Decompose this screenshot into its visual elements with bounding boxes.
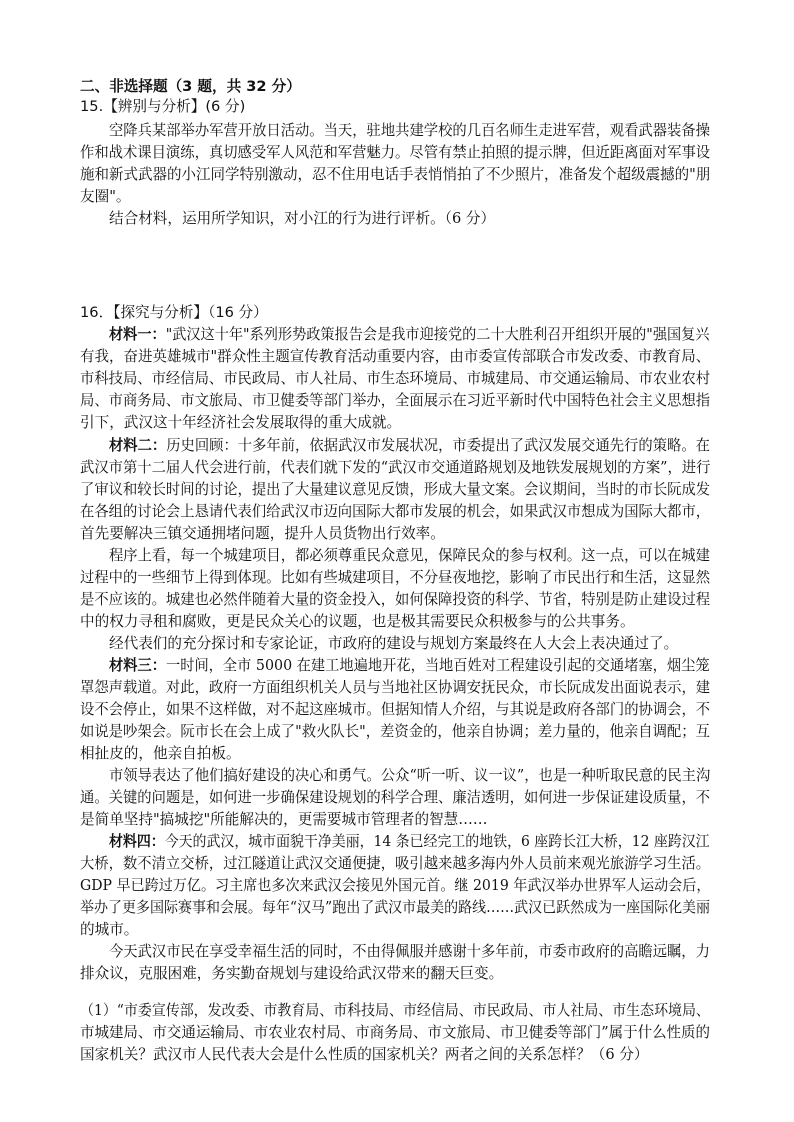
material-3-line: 如说是吵架会。阮市长在会上成了"救火队长"，差资金的，他亲自协调；差力量的，他亲自调配；互 [80,723,710,740]
material-4-label: 材料四： [109,833,165,850]
material-3-label: 材料三： [109,657,166,674]
material-4-first-line: 材料四：今天的武汉，城市面貌干净美丽，14 条已经完工的地铁，6 座跨长江大桥，12 座跨汉江 [109,833,710,850]
material-2-line: 首先要解决三镇交通拥堵问题，提升人员货物出行效率。 [80,525,445,542]
material-2-line: 过程中的一些细节上得到体现。比如有些城建项目，不分昼夜地挖，影响了市民出行和生活，这显然 [80,569,711,586]
q15-heading: 15.【辨别与分析】(6 分) [80,98,246,115]
material-2-label: 材料二： [109,437,167,454]
material-3-first-line: 材料三：一时间，全市 5000 在建工地遍地开花，当地百姓对工程建设引起的交通堵塞，烟尘笼 [109,657,710,674]
material-2-line: 是不应该的。城建也必然伴随着大量的资金投入，如何保障投资的科学、节省，特别是防止建设过程 [80,591,711,608]
material-3-line: 设不会停止，如果不这样做，对不起这座城市。但据知情人介绍，与其说是政府各部门的协调会，不 [80,701,711,718]
sub-question-1-line: 国家机关？武汉市人民代表大会是什么性质的国家机关？两者之间的关系怎样？（6 分） [80,1046,649,1063]
q16-heading: 16．【探究与分析】（16 分） [80,304,268,321]
material-3-line: 是简单坚持"搞城挖"所能解决的，更需要城市管理者的智慧…… [80,811,488,828]
q15-line: 施和新式武器的小江同学特别激动，忍不住用电话手表悄悄拍了不少照片，准备发个超级震撼的"朋 [80,166,711,183]
q15-line: 作和战术课目演练，真切感受军人风范和军营魅力。尽管有禁止拍照的提示牌，但近距离面对军事设 [80,144,711,161]
material-2-line: 经代表们的充分探讨和专家论证，市政府的建设与规划方案最终在人大会上表决通过了。 [109,635,679,652]
material-4-line: 举办了更多国际赛事和会展。每年“汉马”跑出了武汉市最美的路线……武汉已跃然成为一座国际化美丽 [80,899,711,916]
material-1-line: 引下，武汉这十年经济社会发展取得的重大成就。 [80,414,402,431]
sub-question-1-line: 市城建局、市交通运输局、市农业农村局、市商务局、市文旅局、市卫健委等部门”属于什么性质的 [80,1024,710,1041]
section-heading: 二、非选择题（3 题，共 32 分） [80,78,301,95]
material-1-first-line: 材料一："武汉这十年"系列形势政策报告会是我市迎接党的二十大胜利召开组织开展的"强国复兴 [109,326,710,343]
material-2-line: 中的权力寻租和腐败，更是民众关心的议题，也是极其需要民众积极参与的公共事务。 [80,613,635,630]
material-2-line: 程序上看，每一个城建项目，都必须尊重民众意见，保障民众的参与权利。这一点，可以在城建 [109,547,710,564]
material-4-line: 的城市。 [80,921,139,938]
material-1-line: 市科技局、市经信局、市民政局、市人社局、市生态环境局、市城建局、市交通运输局、市农业农村 [80,370,711,387]
material-4-line: 今天武汉市民在享受幸福生活的同时，不由得佩服并感谢十多年前，市委市政府的高瞻远瞩，力 [109,943,710,960]
material-1-line: 局、市商务局、市文旅局、市卫健委等部门举办，全面展示在习近平新时代中国特色社会主义思想指 [80,392,711,409]
q15-line: 空降兵某部举办军营开放日活动。当天，驻地共建学校的几百名师生走进军营，观看武器装备操 [109,122,710,139]
material-4-line: 大桥，数不清立交桥，过江隧道让武汉交通便捷，吸引越来越多海内外人员前来观光旅游学习生活。 [80,855,711,872]
material-2-first-line: 材料二：历史回顾：十多年前，依据武汉市发展状况，市委提出了武汉发展交通先行的策略。在 [109,437,710,454]
material-2-line: 了审议和较长时间的讨论，提出了大量建议意见反馈，形成大量文案。会议期间，当时的市长阮成发 [80,481,711,498]
material-3-line: 市领导表达了他们搞好建设的决心和勇气。公众“听一听、议一议”，也是一种听取民意的民主沟 [109,767,711,784]
material-3-line: 罩怨声载道。对此，政府一方面组织机关人员与当地社区协调安抚民众，市长阮成发出面说表示，建 [80,679,711,696]
sub-question-1-line: （1）“市委宣传部，发改委、市教育局、市科技局、市经信局、市民政局、市人社局、市生态环境局、 [80,1002,710,1019]
q15-line: 友圈"。 [80,188,131,205]
material-4-line: 排众议，克服困难，务实勤奋规划与建设给武汉带来的翻天巨变。 [80,965,504,982]
material-3-line: 通。关键的问题是，如何进一步确保建设规划的科学合理、廉洁透明，如何进一步保证建设质量，不 [80,789,711,806]
material-3-line: 相扯皮的，他亲自拍板。 [80,745,241,762]
material-2-line: 武汉市第十二届人代会进行前，代表们就下发的“武汉市交通道路规划及地铁发展规划的方案”，进行 [80,459,711,476]
q15-prompt: 结合材料，运用所学知识，对小江的行为进行评析。（6 分） [109,210,496,227]
material-2-line: 在各组的讨论会上恳请代表们给武汉市迈向国际大都市发展的机会，如果武汉市想成为国际大都市， [80,503,711,520]
material-1-label: 材料一： [109,326,166,343]
material-4-line: GDP 早已跨过万亿。习主席也多次来武汉会接见外国元首。继 2019 年武汉举办世界军人运动会后， [80,877,711,894]
material-1-line: 有我，奋进英雄城市"群众性主题宣传教育活动重要内容，由市委宣传部联合市发改委、市教育局、 [80,348,711,365]
